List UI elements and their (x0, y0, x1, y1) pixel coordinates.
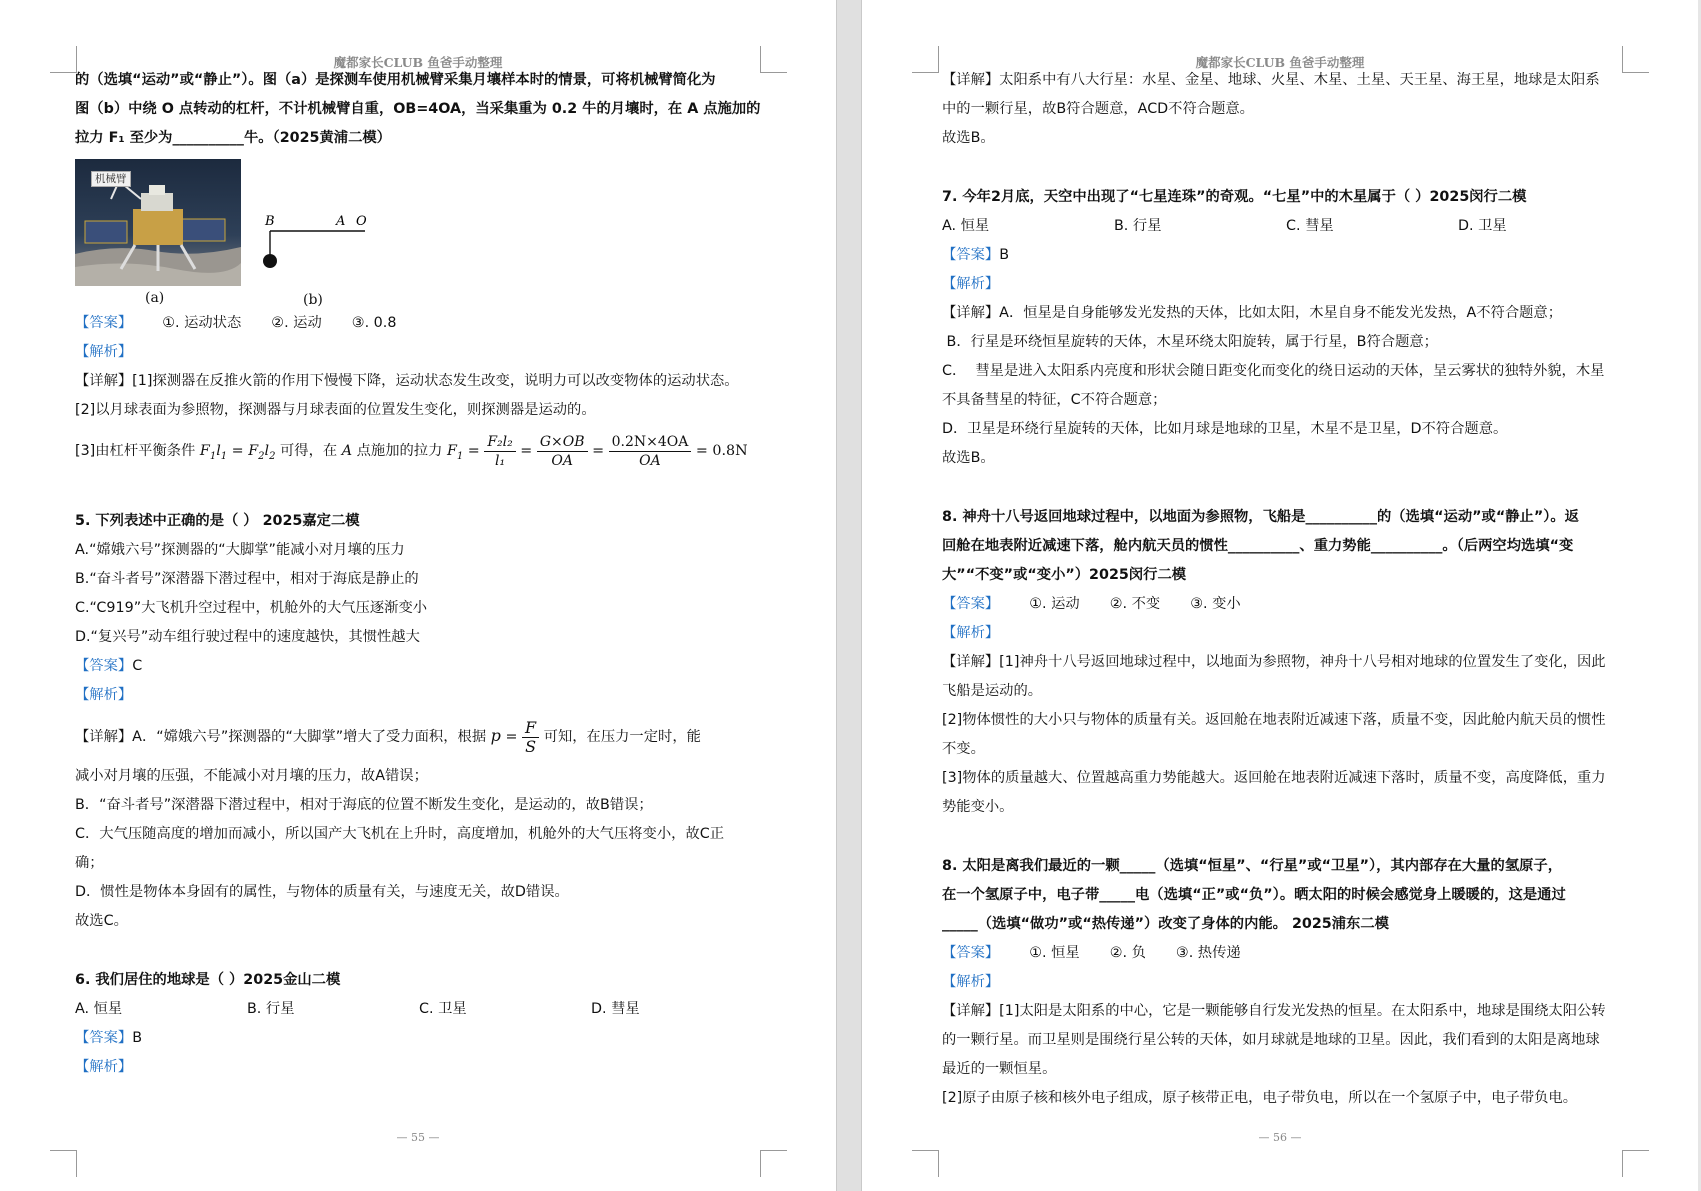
crop-mark (912, 1150, 939, 1177)
option: A. 恒星 (75, 1001, 123, 1017)
detail-line: D．卫星是环绕行星旋转的天体，比如月球是地球的卫星，木星不是卫星，D不符合题意。 (942, 421, 1508, 437)
answer-item: ①. 运动状态 (162, 315, 242, 331)
answer-item: ③. 热传递 (1175, 945, 1241, 961)
option: D. 彗星 (591, 1001, 640, 1017)
label-a: A (336, 214, 346, 229)
detail-line: 不变。 (942, 741, 985, 757)
figure-b (255, 159, 415, 309)
option: A. 恒星 (942, 218, 990, 234)
option: C. 卫星 (419, 1001, 467, 1017)
question-title: 6. 我们居住的地球是（ ）2025金山二模 (75, 972, 341, 988)
analysis-tag: 【解析】 (942, 276, 1000, 292)
detail-line: 不具备彗星的特征，C不符合题意； (942, 392, 1167, 408)
question-title: 大”“不变”或“变小”）2025闵行二模 (942, 567, 1187, 583)
analysis-tag: 【解析】 (942, 974, 1000, 990)
answer-item: ③. 0.8 (351, 315, 397, 331)
analysis-tag: 【解析】 (75, 344, 133, 360)
detail-line: B．行星是环绕恒星旋转的天体，木星环绕太阳旋转，属于行星，B符合题意； (942, 334, 1438, 350)
crop-mark (50, 1150, 77, 1177)
answer-item: ③. 变小 (1190, 596, 1241, 612)
detail-line: [2]原子由原子核和核外电子组成，原子核带正电，电子带负电，所以在一个氢原子中，电子带负电。 (942, 1090, 1578, 1106)
page-content (942, 66, 1634, 1113)
option: C. 彗星 (1286, 218, 1334, 234)
detail-line: B．“奋斗者号”深潜器下潜过程中，相对于海底的位置不断发生变化，是运动的，故B错误； (75, 797, 653, 813)
analysis-tag: 【解析】 (75, 1059, 133, 1075)
question-title: 7. 今年2月底，天空中出现了“七星连珠”的奇观。“七星”中的木星属于（ ）2025闵行二模 (942, 189, 1527, 205)
detail-line: C． 彗星是进入太阳系内亮度和形状会随日距变化而变化的绕日运动的天体，呈云雾状的独特外貌，木星 (942, 363, 1605, 379)
page-content (75, 66, 765, 1082)
detail-line: [2]以月球表面为参照物，探测器与月球表面的位置发生变化，则探测器是运动的。 (75, 402, 596, 418)
page-header: 魔都家长CLUB 鱼爸手动整理 (333, 55, 503, 70)
option: C.“C919”大飞机升空过程中，机舱外的大气压逐渐变小 (75, 600, 428, 616)
caption-b: (b) (303, 292, 323, 308)
lever-equation: [3]由杠杆平衡条件 $F_1l_1 = F_2l_2$ 可得，在 A 点施加的拉力 $F_1$ = $\frac{\text{F₂l₂}}{\text{l₁}}$ = $\frac{G\times OB}{OA}$ = $\frac{0.2N\times 4OA}{OA}$ = 0.8N (75, 433, 748, 469)
page-number: — 55 — (396, 1131, 440, 1144)
answer-item: ①. 恒星 (1029, 945, 1080, 961)
option: D.“复兴号”动车组行驶过程中的速度越快，其惯性越大 (75, 629, 420, 645)
option: B.“奋斗者号”深潜器下潜过程中，相对于海底是静止的 (75, 571, 419, 587)
label-o: O (356, 214, 367, 229)
option: A.“嫦娥六号”探测器的“大脚掌”能减小对月壤的压力 (75, 542, 405, 558)
figure (75, 159, 765, 309)
answer-row (75, 309, 765, 338)
photo-label: 机械臂 (91, 171, 131, 187)
detail-line-formula: 【详解】A．“嫦娥六号”探测器的“大脚掌”增大了受力面积，根据 p = $\frac{F}{S}$ 可知，在压力一定时，能 (75, 717, 701, 756)
detail-line: 飞船是运动的。 (942, 683, 1043, 699)
detail-line: 故选C。 (75, 913, 128, 929)
detail-line: 的一颗行星。而卫星则是围绕行星公转的天体，如月球就是地球的卫星。因此，我们看到的太阳是离地球 (942, 1032, 1600, 1048)
question-title: 8. 神舟十八号返回地球过程中，以地面为参照物，飞船是__________的（选填“运动”或“静止”）。返 (942, 509, 1579, 525)
detail-line: 【详解】太阳系中有八大行星：水星、金星、地球、火星、木星、土星、天王星、海王星，地球是太阳系 (942, 72, 1600, 88)
detail-line: [2]物体惯性的大小只与物体的质量有关。返回舱在地表附近减速下落，质量不变，因此舱内航天员的惯性 (942, 712, 1606, 728)
question-title: 8. 太阳是离我们最近的一颗_____（选填“恒星”、“行星”或“卫星”），其内部存在大量的氢原子， (942, 858, 1563, 874)
question-title: 在一个氢原子中，电子带_____电（选填“正”或“负”）。晒太阳的时候会感觉身上暖暖的，这是通过 (942, 887, 1566, 903)
caption-a: (a) (145, 290, 165, 306)
answer-line: 【答案】B (75, 1030, 142, 1046)
answer-item: ①. 运动 (1029, 596, 1080, 612)
lander-photo (75, 159, 241, 286)
page-number: — 56 — (1258, 1131, 1302, 1144)
detail-line: C．大气压随高度的增加而减小，所以国产大飞机在上升时，高度增加，机舱外的大气压将变小，故C正 (75, 826, 725, 842)
options-row (942, 212, 1634, 241)
question-title: 回舱在地表附近减速下落，舱内航天员的惯性__________、重力势能__________。（后两空均选填“变 (942, 538, 1574, 554)
answer-line: 【答案】C (75, 658, 143, 674)
figure-a (75, 159, 255, 309)
analysis-tag: 【解析】 (75, 687, 133, 703)
page-56 (862, 0, 1698, 1191)
detail-line: 减小对月壤的压强，不能减小对月壤的压力，故A错误； (75, 768, 428, 784)
page-55 (0, 0, 836, 1191)
answer-item: ②. 运动 (271, 315, 322, 331)
options-row (75, 995, 765, 1024)
detail-line: 最近的一颗恒星。 (942, 1061, 1057, 1077)
question-text: 拉力 F₁ 至少为__________牛。（2025黄浦二模） (75, 130, 391, 146)
detail-line: 势能变小。 (942, 799, 1014, 815)
crop-mark (1622, 1150, 1649, 1177)
answer-item: ②. 不变 (1109, 596, 1161, 612)
answer-item: ②. 负 (1109, 945, 1146, 961)
answer-row: 【答案】 ①. 运动 ②. 不变 ③. 变小 (942, 590, 1634, 619)
detail-line: 故选B。 (942, 130, 995, 146)
question-title: 5. 下列表述中正确的是（ ） 2025嘉定二模 (75, 513, 360, 529)
option: B. 行星 (1114, 218, 1162, 234)
option: B. 行星 (247, 1001, 295, 1017)
option: D. 卫星 (1458, 218, 1507, 234)
question-title: _____（选填“做功”或“热传递”）改变了身体的内能。 2025浦东二模 (942, 916, 1389, 932)
label-b: B (265, 214, 275, 229)
detail-line: 中的一颗行星，故B符合题意，ACD不符合题意。 (942, 101, 1254, 117)
detail-line: 故选B。 (942, 450, 995, 466)
question-text: 图（b）中绕 O 点转动的杠杆，不计机械臂自重，OB=4OA，当采集重为 0.2 牛的月壤时，在 A 点施加的 (75, 101, 761, 117)
detail-line: [3]物体的质量越大、位置越高重力势能越大。返回舱在地表附近减速下落时，质量不变，高度降低，重力 (942, 770, 1606, 786)
detail-line: 确； (75, 855, 104, 871)
detail-line: 【详解】[1]探测器在反推火箭的作用下慢慢下降，运动状态发生改变，说明力可以改变物体的运动状态。 (75, 373, 739, 389)
detail-line: 【详解】A．恒星是自身能够发光发热的天体，比如太阳，木星自身不能发光发热，A不符合题意； (942, 305, 1563, 321)
question-text: 的（选填“运动”或“静止”）。图（a）是探测车使用机械臂采集月壤样本时的情景，可将机械臂简化为 (75, 72, 716, 88)
analysis-tag: 【解析】 (942, 625, 1000, 641)
page-gutter (836, 0, 862, 1191)
page-header: 魔都家长CLUB 鱼爸手动整理 (1195, 55, 1365, 70)
detail-line: 【详解】[1]神舟十八号返回地球过程中，以地面为参照物，神舟十八号相对地球的位置发生了变化，因此 (942, 654, 1606, 670)
crop-mark (760, 1150, 787, 1177)
detail-line: 【详解】[1]太阳是太阳系的中心，它是一颗能够自行发光发热的恒星。在太阳系中，地球是围绕太阳公转 (942, 1003, 1606, 1019)
answer-row: 【答案】 ①. 恒星 ②. 负 ③. 热传递 (942, 939, 1634, 968)
detail-line: D．惯性是物体本身固有的属性，与物体的质量有关，与速度无关，故D错误。 (75, 884, 569, 900)
answer-line: 【答案】B (942, 247, 1009, 263)
lever-diagram (255, 159, 405, 286)
answer-tag: 【答案】 (75, 315, 133, 331)
